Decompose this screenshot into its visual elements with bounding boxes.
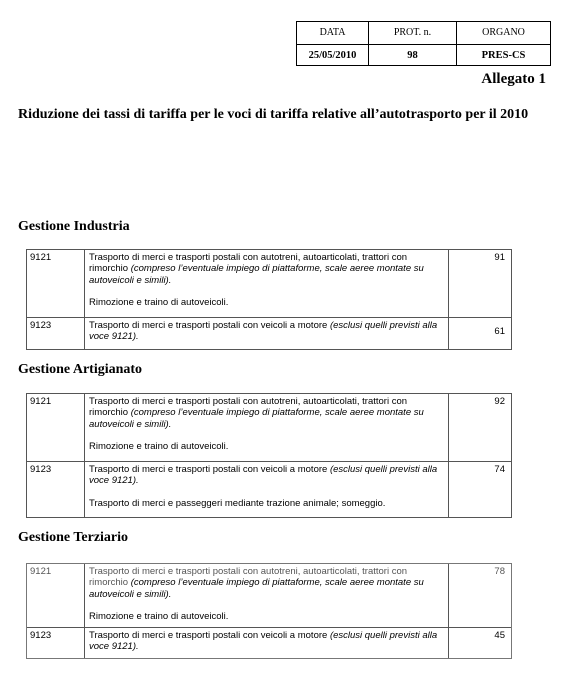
tariff-code: 9123	[27, 462, 85, 517]
table-row	[27, 250, 511, 317]
rate-table-artigianato	[26, 393, 512, 518]
section-title-industria: Gestione Industria	[18, 219, 130, 234]
table-row	[27, 394, 511, 461]
protocol-number-value: 98	[369, 45, 457, 67]
tariff-rate: 61	[494, 326, 505, 337]
tariff-description: Trasporto di merci e trasporti postali con veicoli a motore (esclusi quelli previsti alla voce 9121).	[85, 318, 449, 349]
table-row	[27, 627, 511, 658]
table-row	[27, 317, 511, 349]
date-header: DATA	[297, 22, 369, 44]
tariff-extra: Rimozione e traino di autoveicoli.	[89, 610, 229, 622]
tariff-rate: 45	[494, 630, 505, 641]
rate-table-terziario	[26, 563, 512, 659]
date-value: 25/05/2010	[297, 45, 369, 67]
attachment-label: Allegato 1	[481, 71, 546, 87]
tariff-extra: Trasporto di merci e passeggeri mediante trazione animale; someggio.	[89, 497, 386, 509]
section-title-terziario: Gestione Terziario	[18, 530, 129, 545]
tariff-code: 9123	[27, 628, 85, 658]
tariff-code: 9121	[27, 394, 85, 461]
tariff-code: 9121	[27, 250, 85, 317]
organ-header: ORGANO	[482, 27, 525, 39]
tariff-description: Trasporto di merci e trasporti postali con autotreni, autoarticolati, trattori con rimorchio (compreso l’eventuale impiego di piattaforme, scale aeree montate su autoveicoli e simili). Rimozione e traino di autoveicoli.	[85, 394, 449, 461]
rate-table-industria	[26, 249, 512, 350]
document-title: Riduzione dei tassi di tariffa per le voci di tariffa relative all’autotrasporto per il 2010	[18, 107, 529, 122]
tariff-code: 9123	[27, 318, 85, 349]
organ-value: PRES-CS	[481, 49, 526, 61]
tariff-rate: 91	[494, 252, 505, 263]
tariff-extra: Rimozione e traino di autoveicoli.	[89, 296, 229, 308]
tariff-description: Trasporto di merci e trasporti postali con autotreni, autoarticolati, trattori con rimorchio (compreso l’eventuale impiego di piattaforme, scale aeree montate su autoveicoli e simili). Rimozione e traino di autoveicoli.	[85, 250, 449, 317]
protocol-values-row	[297, 44, 550, 67]
tariff-description: Trasporto di merci e trasporti postali con autotreni, autoarticolati, trattori con rimorchio (compreso l’eventuale impiego di piattaforme, scale aeree montate su autoveicoli e simili). Rimozione e traino di autoveicoli.	[85, 564, 449, 627]
tariff-rate: 92	[494, 396, 505, 407]
tariff-rate: 78	[494, 566, 505, 577]
table-row	[27, 564, 511, 627]
protocol-number-header: PROT. n.	[369, 22, 457, 44]
tariff-code: 9121	[27, 564, 85, 627]
protocol-table	[296, 21, 551, 66]
tariff-extra: Rimozione e traino di autoveicoli.	[89, 440, 229, 452]
tariff-rate: 74	[494, 464, 505, 475]
section-title-artigianato: Gestione Artigianato	[18, 362, 143, 377]
tariff-description: Trasporto di merci e trasporti postali con veicoli a motore (esclusi quelli previsti alla voce 9121). Trasporto di merci e passeggeri mediante trazione animale; someggio.	[85, 462, 449, 517]
table-row	[27, 461, 511, 517]
tariff-description: Trasporto di merci e trasporti postali con veicoli a motore (esclusi quelli previsti alla voce 9121).	[85, 628, 449, 658]
protocol-header-row	[297, 22, 550, 44]
